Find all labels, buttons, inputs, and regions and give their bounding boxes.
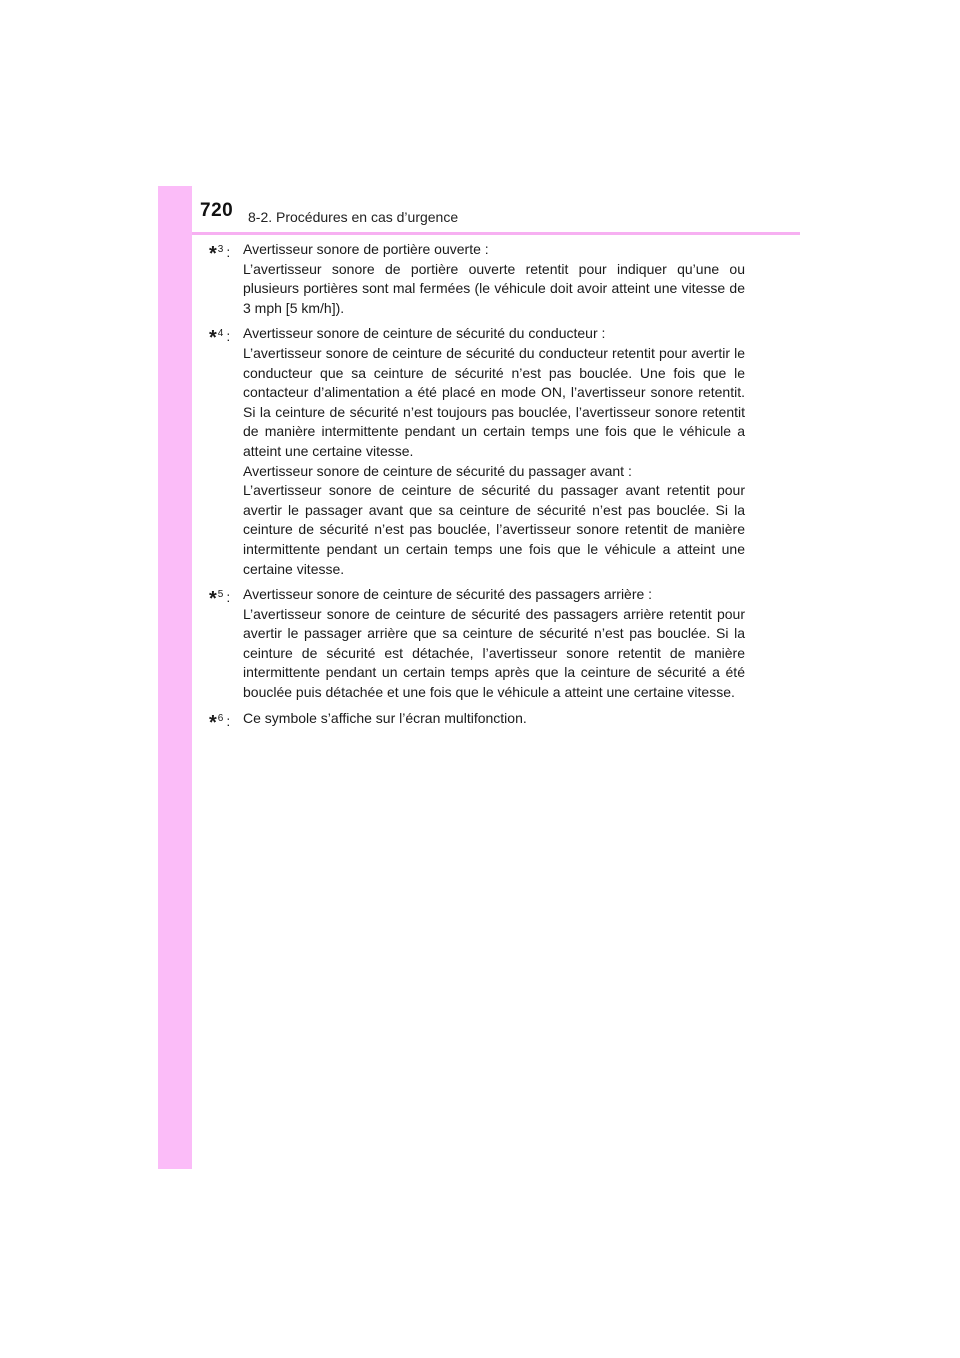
note-marker: *$^5$ : — [209, 588, 231, 611]
notes-list — [209, 240, 745, 739]
note-heading: Avertisseur sonore de ceinture de sécurité des passagers arrière : — [243, 586, 653, 603]
note-marker: *$^3$ : — [209, 243, 231, 265]
note-5 — [209, 585, 745, 703]
note-4 — [209, 324, 745, 579]
note-marker: *$^6$ : — [209, 711, 231, 734]
note-number: 4 — [217, 328, 224, 340]
note-body — [243, 324, 745, 579]
asterisk-icon: * — [209, 243, 217, 265]
note-paragraph: L’avertisseur sonore de ceinture de sécurité des passagers arrière retentit pour avertir le passager arrière que sa ceinture de sécurité n’est pas bouclée. Si la ceinture de sécurité est détachée, l’avertisseur sonore retentit de manière intermittente pendant un certain temps après que la ceinture de sécurité a été bouclée puis détachée et une fois que le véhicule a atteint une certaine vitesse. — [243, 605, 745, 701]
note-body — [243, 709, 745, 729]
asterisk-icon: * — [209, 327, 217, 350]
note-paragraph: L’avertisseur sonore de ceinture de sécurité du conducteur retentit pour avertir le conducteur que sa ceinture de sécurité n’est pas bouclée. Une fois que le contacteur d’alimentation a été placé en mode ON, l’avertisseur sonore retentit. Si la ceinture de sécurité n’est toujours pas bouclée, l’avertisseur sonore retentit de manière intermittente pendant un certain temps une fois que le véhicule a atteint une certaine vitesse. — [243, 344, 745, 459]
note-body — [243, 240, 745, 318]
note-number: 5 — [217, 589, 224, 601]
note-heading: Avertisseur sonore de ceinture de sécurité du passager avant : — [243, 462, 632, 479]
section-title: 8-2. Procédures en cas d’urgence — [248, 209, 459, 225]
asterisk-icon: * — [209, 588, 217, 611]
note-heading: Ce symbole s’affiche sur l’écran multifonction. — [243, 709, 527, 726]
note-3 — [209, 240, 745, 318]
side-tab-band — [158, 186, 192, 1169]
note-paragraph: L’avertisseur sonore de portière ouverte retentit pour indiquer qu’une ou plusieurs portières sont mal fermées (le véhicule doit avoir atteint une vitesse de 3 mph [5 km/h]). — [243, 260, 745, 316]
page-header — [200, 200, 800, 234]
note-heading: Avertisseur sonore de ceinture de sécurité du conducteur : — [243, 325, 606, 342]
note-paragraph: L’avertisseur sonore de ceinture de sécurité du passager avant retentit pour avertir le passager avant que sa ceinture de sécurité n’est pas bouclée. Si la ceinture de sécurité n’est pas bouclée, l’avertisseur sonore retentit de manière intermittente pendant un certain temps une fois que le véhicule a atteint une certaine vitesse. — [243, 482, 745, 577]
note-body — [243, 585, 745, 703]
page-number: 720 — [200, 200, 234, 221]
note-number: 6 — [217, 712, 224, 724]
note-6 — [209, 709, 745, 733]
header-divider — [192, 232, 800, 235]
note-marker: *$^4$ : — [209, 327, 231, 350]
note-number: 3 — [217, 244, 224, 255]
asterisk-icon: * — [209, 711, 217, 734]
note-heading: Avertisseur sonore de portière ouverte : — [243, 241, 489, 257]
